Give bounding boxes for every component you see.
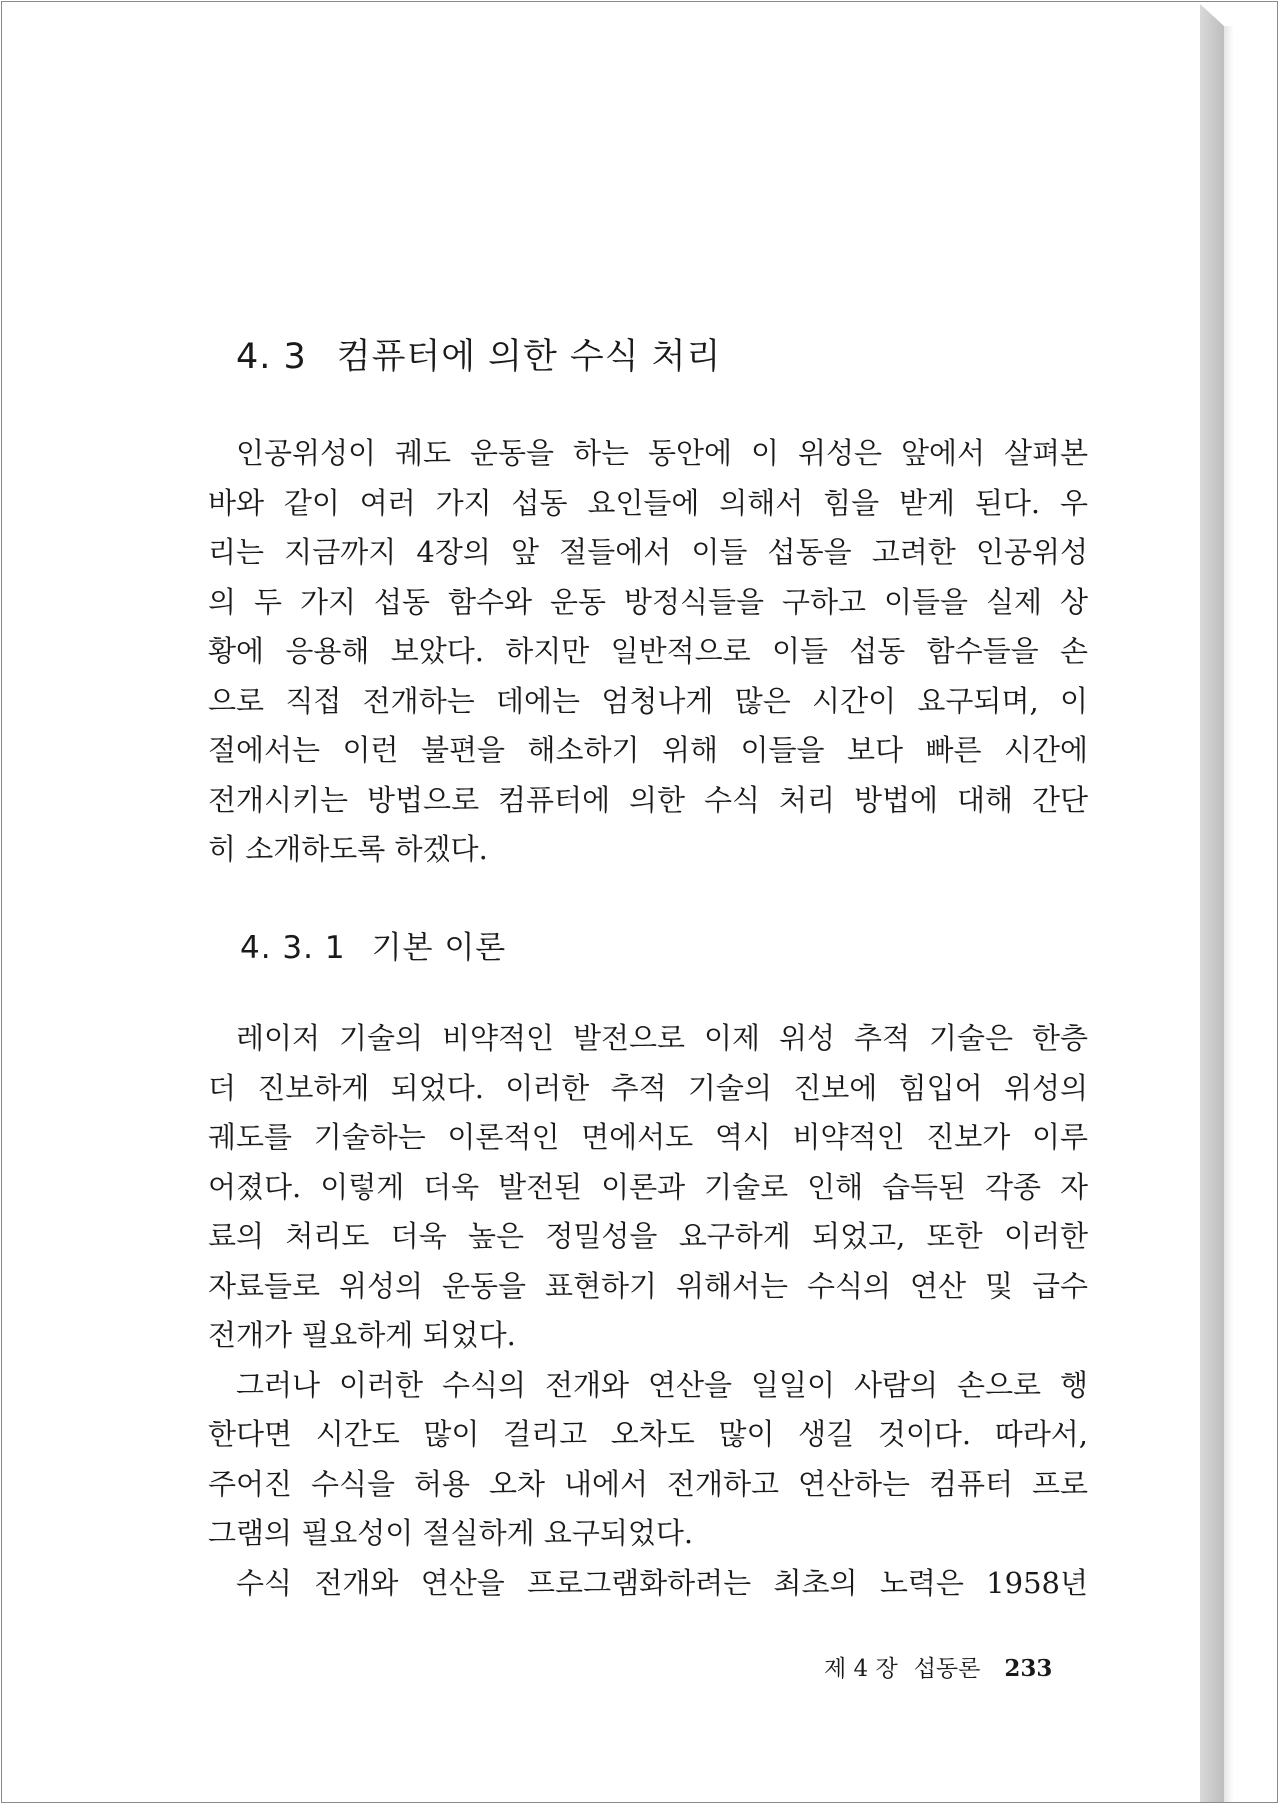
book-page — [4, 4, 1200, 1802]
page-footer — [824, 1650, 1052, 1683]
text-line: 절에서는 이런 불편을 해소하기 위해 이들을 보다 빠른 시간에 — [208, 733, 1088, 767]
text-line: 자료들로 위성의 운동을 표현하기 위해서는 수식의 연산 및 급수 — [208, 1268, 1088, 1303]
page-number: 233 — [1004, 1655, 1053, 1682]
page-edge-shadow — [1224, 26, 1234, 1802]
text-line: 료의 처리도 더욱 높은 정밀성을 요구하게 되었고, 또한 이러한 — [208, 1219, 1088, 1253]
footer-chapter: 제 4 장 — [824, 1656, 898, 1682]
text-line: 황에 응용해 보았다. 하지만 일반적으로 이들 섭동 함수들을 손 — [208, 634, 1088, 668]
text-line: 리는 지금까지 4장의 앞 절들에서 이들 섭동을 고려한 인공위성 — [208, 535, 1088, 569]
subsection-heading — [240, 922, 506, 967]
section-number: 4. 3 — [236, 337, 307, 377]
subsection-number: 4. 3. 1 — [240, 930, 346, 966]
text-line: 궤도를 기술하는 이론적인 면에서도 역시 비약적인 진보가 이루 — [208, 1120, 1088, 1154]
text-line: 한다면 시간도 많이 걸리고 오차도 많이 생길 것이다. 따라서, — [208, 1417, 1088, 1451]
text-line: 으로 직접 전개하는 데에는 엄청나게 많은 시간이 요구되며, 이 — [208, 683, 1088, 718]
text-line: 수식 전개와 연산을 프로그램화하려는 최초의 노력은 1958년 — [236, 1565, 1088, 1600]
section-heading — [236, 329, 721, 379]
section-title: 컴퓨터에 의한 수식 처리 — [336, 337, 722, 377]
text-line: 그램의 필요성이 절실하게 요구되었다. — [208, 1516, 694, 1550]
paragraph-1 — [208, 429, 1088, 875]
page-edge — [1200, 4, 1224, 1802]
subsection-title: 기본 이론 — [371, 930, 507, 966]
text-line: 전개시키는 방법으로 컴퓨터에 의한 수식 처리 방법에 대해 간단 — [208, 782, 1088, 817]
text-line: 그러나 이러한 수식의 전개와 연산을 일일이 사람의 손으로 행 — [236, 1367, 1088, 1402]
text-line: 더 진보하게 되었다. 이러한 추적 기술의 진보에 힘입어 위성의 — [208, 1070, 1088, 1105]
text-line: 전개가 필요하게 되었다. — [208, 1318, 516, 1352]
text-line: 의 두 가지 섭동 함수와 운동 방정식들을 구하고 이들을 실제 상 — [208, 584, 1088, 619]
text-line: 바와 같이 여러 가지 섭동 요인들에 의해서 힘을 받게 된다. 우 — [208, 485, 1088, 520]
paragraph-2 — [208, 1014, 1088, 1608]
text-line: 인공위성이 궤도 운동을 하는 동안에 이 위성은 앞에서 살펴본 — [236, 436, 1088, 470]
text-line: 주어진 수식을 허용 오차 내에서 전개하고 연산하는 컴퓨터 프로 — [208, 1466, 1088, 1501]
text-line: 히 소개하도록 하겠다. — [208, 832, 488, 866]
text-line: 레이저 기술의 비약적인 발전으로 이제 위성 추적 기술은 한층 — [236, 1021, 1088, 1055]
footer-chapter-title: 섭동론 — [913, 1656, 981, 1682]
text-line: 어졌다. 이렇게 더욱 발전된 이론과 기술로 인해 습득된 각종 자 — [208, 1169, 1088, 1204]
